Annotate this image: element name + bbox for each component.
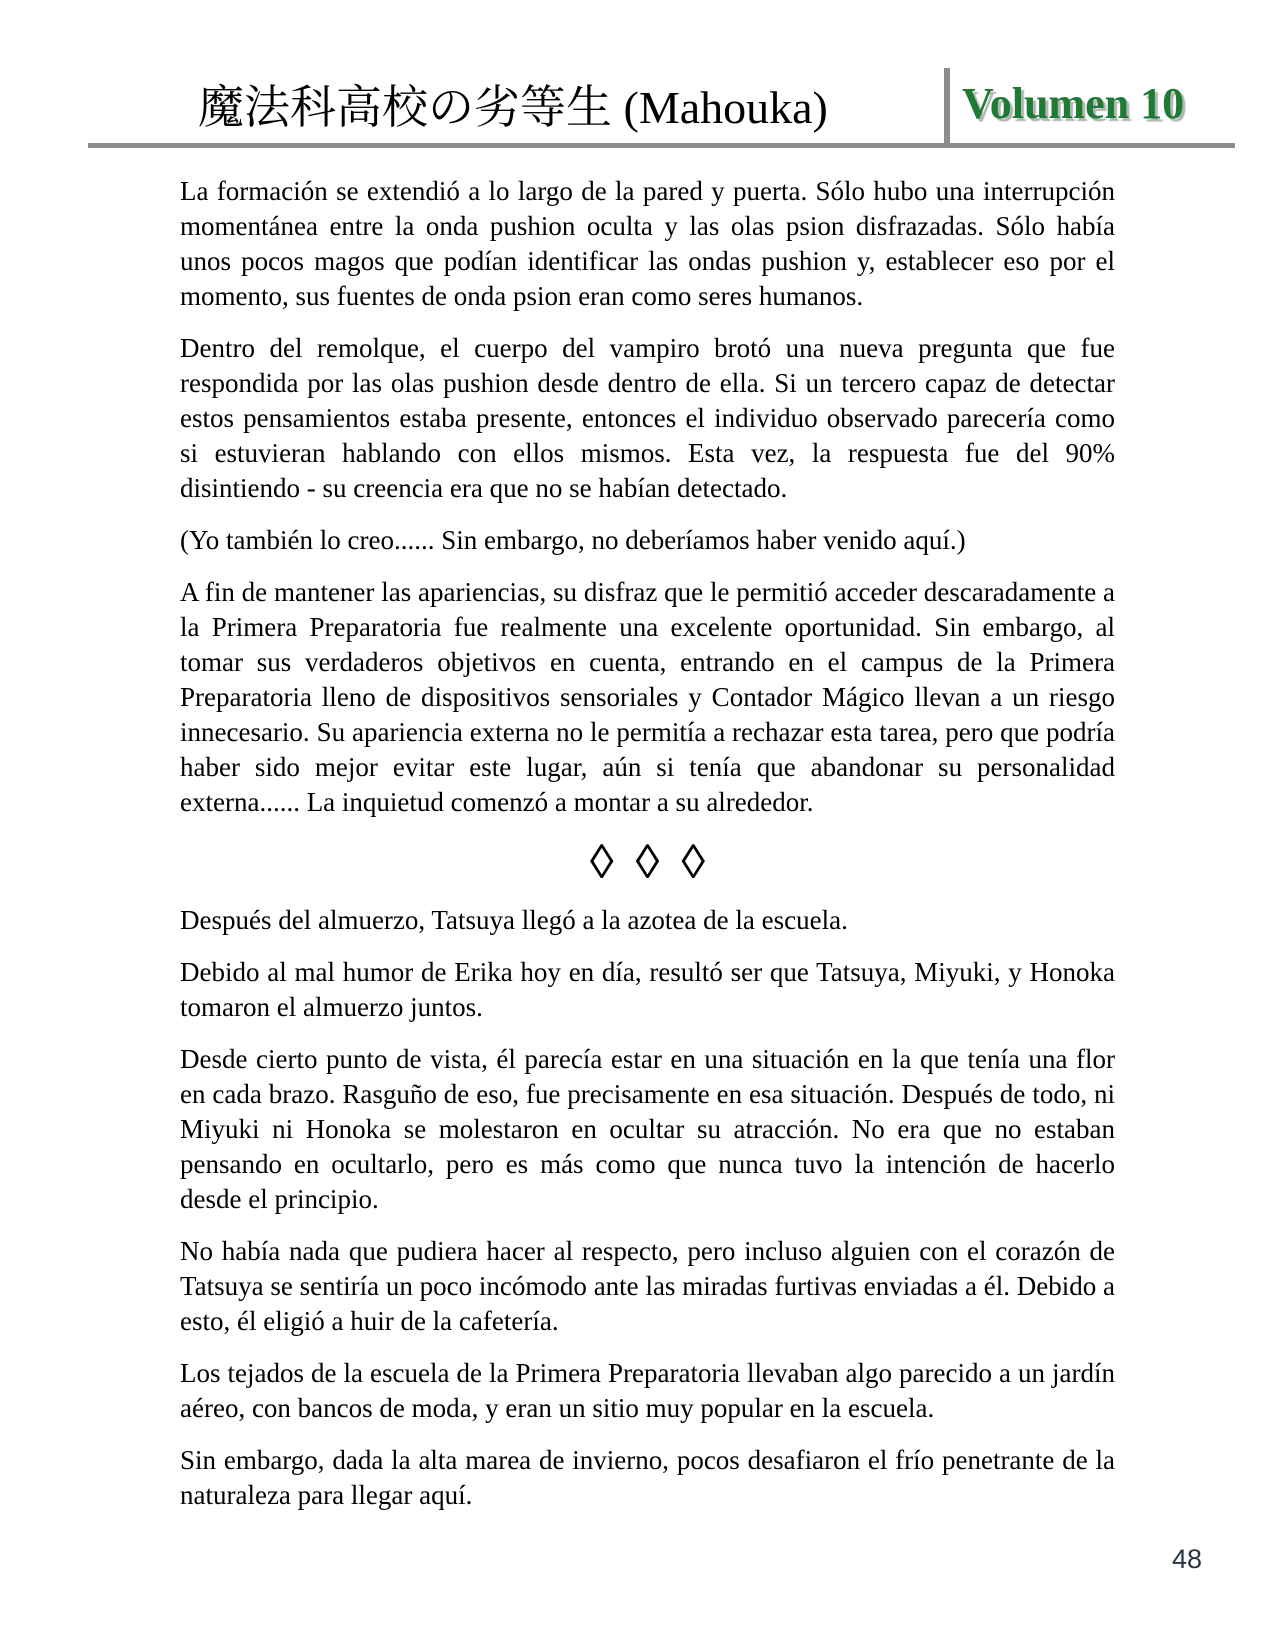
header-horizontal-rule (88, 143, 1235, 148)
paragraph: Debido al mal humor de Erika hoy en día, resultó ser que Tatsuya, Miyuki, y Honoka tomaron el almuerzo juntos. (180, 957, 1115, 1022)
paragraph: Después del almuerzo, Tatsuya llegó a la azotea de la escuela. (180, 905, 848, 935)
body-text-column (180, 174, 1115, 1530)
book-title: 魔法科高校の劣等生 (Mahouka) (198, 82, 828, 133)
page-number: 48 (1172, 1544, 1203, 1574)
paragraph: (Yo también lo creo...... Sin embargo, no deberíamos haber venido aquí.) (180, 525, 966, 555)
header-vertical-divider (944, 68, 950, 148)
paragraph: A fin de mantener las apariencias, su disfraz que le permitió acceder descaradamente a la Primera Preparatoria fue realmente una excelente oportunidad. Sin embargo, al tomar sus verdaderos objetivos en cuenta, entrando en el campus de la Primera Preparatoria lleno de dispositivos sensoriales y Contador Mágico llevan a un riesgo innecesario. Su apariencia externa no le permitía a rechazar esta tarea, pero que podría haber sido mejor evitar este lugar, aún si tenía que abandonar su personalidad externa...... La inquietud comenzó a montar a su alrededor. (180, 577, 1115, 817)
paragraph: Los tejados de la escuela de la Primera Preparatoria llevaban algo parecido a un jardín aéreo, con bancos de moda, y eran un sitio muy popular en la escuela. (180, 1358, 1115, 1423)
scene-separator-diamonds: ◊ ◊ ◊ (589, 836, 706, 889)
paragraph: Sin embargo, dada la alta marea de invierno, pocos desafiaron el frío penetrante de la naturaleza para llegar aquí. (180, 1445, 1115, 1510)
paragraph: La formación se extendió a lo largo de la pared y puerta. Sólo hubo una interrupción momentánea entre la onda pushion oculta y las olas psion disfrazadas. Sólo había unos pocos magos que podían identificar las ondas pushion y, establecer eso por el momento, sus fuentes de onda psion eran como seres humanos. (180, 176, 1115, 311)
paragraph: No había nada que pudiera hacer al respecto, pero incluso alguien con el corazón de Tatsuya se sentiría un poco incómodo ante las miradas furtivas enviadas a él. Debido a esto, él eligió a huir de la cafetería. (180, 1236, 1115, 1336)
volume-label: Volumen 10 (962, 79, 1185, 128)
paragraph: Dentro del remolque, el cuerpo del vampiro brotó una nueva pregunta que fue respondida por las olas pushion desde dentro de ella. Si un tercero capaz de detectar estos pensamientos estaba presente, entonces el individuo observado parecería como si estuvieran hablando con ellos mismos. Esta vez, la respuesta fue del 90% disintiendo - su creencia era que no se habían detectado. (180, 333, 1115, 503)
paragraph: Desde cierto punto de vista, él parecía estar en una situación en la que tenía una flor en cada brazo. Rasguño de eso, fue precisamente en esa situación. Después de todo, ni Miyuki ni Honoka se molestaron en ocultar su atracción. No era que no estaban pensando en ocultarlo, pero es más como que nunca tuvo la intención de hacerlo desde el principio. (180, 1044, 1115, 1214)
